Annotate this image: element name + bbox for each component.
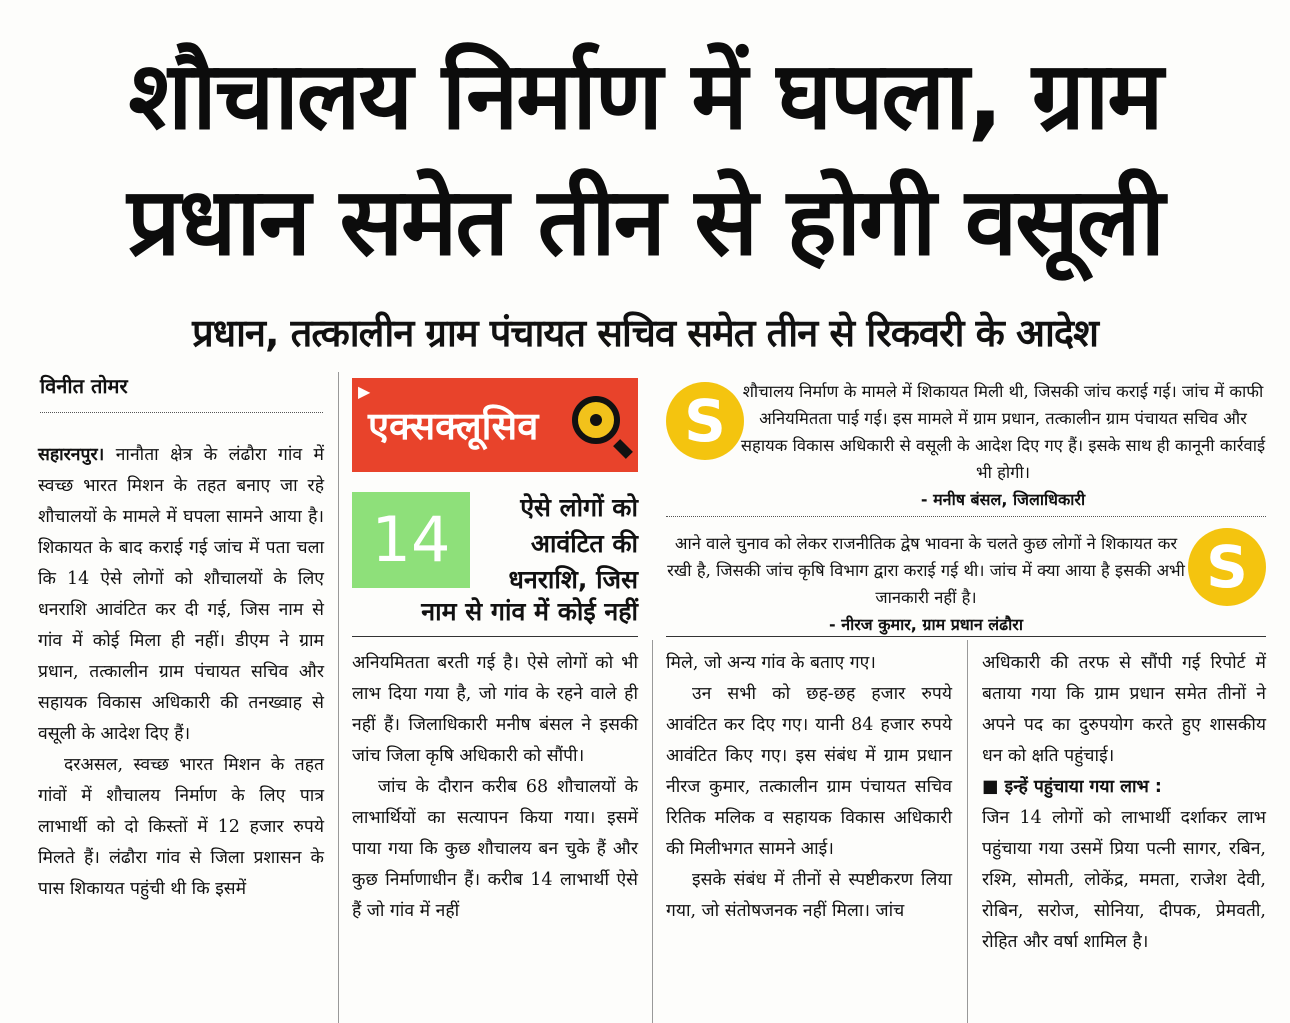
paragraph: जांच के दौरान करीब 68 शौचालयों के लाभार्थियों का सत्यापन किया गया। इसमें पाया गया कि कुछ शौचालय बन चुके हैं और कुछ निर्माणाधीन हैं। करीब 14 लाभार्थी ऐसे हैं जो गांव में नहीं	[352, 777, 638, 921]
exclusive-label: एक्सक्लूसिव	[368, 404, 539, 448]
paragraph: दरअसल, स्वच्छ भारत मिशन के तहत गांवों में शौचालय निर्माण के लिए पात्र लाभार्थी को दो किस्तों में 12 हजार रुपये मिलते हैं। लंढौरा गांव से जिला प्रशासन के पास शिकायत पहुंची थी कि इसमें	[38, 755, 324, 899]
paragraph: उन सभी को छह-छह हजार रुपये आवंटित कर दिए गए। यानी 84 हजार रुपये आवंटित किए गए। इस संबंध में ग्राम प्रधान नीरज कुमार, तत्कालीन ग्राम पंचायत सचिव रितिक मलिक व सहायक विकास अधिकारी की मिलीभगत सामने आई।	[666, 684, 952, 859]
section-divider	[666, 636, 1266, 637]
quote-author: - नीरज कुमार, ग्राम प्रधान लंढौरा	[829, 615, 1023, 634]
paragraph: मिले, जो अन्य गांव के बताए गए।	[666, 653, 876, 673]
quote-box	[666, 530, 1186, 638]
article-column-2	[352, 648, 638, 927]
headline-line-1: शौचालय निर्माण में घपला, ग्राम	[128, 42, 1162, 151]
byline: विनीत तोमर	[40, 374, 128, 398]
paragraph: अनियमितता बरती गई है। ऐसे लोगों को भी लाभ दिया गया है, जो गांव के रहने वाले ही नहीं हैं। जिलाधिकारी मनीष बंसल ने इसकी जांच जिला कृषि अधिकारी को सौंपी।	[352, 653, 638, 766]
dateline: सहारनपुर।	[38, 445, 105, 465]
article-column-1	[38, 440, 324, 905]
byline-divider	[40, 412, 323, 413]
quote-text: आने वाले चुनाव को लेकर राजनीतिक द्वेष भावना के चलते कुछ लोगों ने शिकायत कर रखी है, जिसकी जांच कृषि विभाग द्वारा कराई गई थी। जांच में क्या आया है इसकी अभी जानकारी नहीं है।	[667, 534, 1185, 607]
exclusive-banner	[352, 378, 638, 472]
magnifier-icon	[572, 396, 620, 444]
paragraph: इसके संबंध में तीनों से स्पष्टीकरण लिया गया, जो संतोषजनक नहीं मिला। जांच	[666, 870, 952, 921]
play-icon: ▶	[358, 382, 371, 401]
highlight-text-2: नाम से गांव में कोई नहीं	[421, 597, 638, 626]
article-column-3	[666, 648, 952, 927]
section-subhead: ■ इन्हें पहुंचाया गया लाभ :	[982, 777, 1162, 797]
highlight-text: ऐसे लोगों को आवंटित की धनराशि, जिस	[508, 493, 638, 594]
paragraph: जिन 14 लोगों को लाभार्थी दर्शाकर लाभ पहुंचाया गया उसमें प्रिया पत्नी सागर, रबिन, रश्मि, सोमती, लोकेंद्र, ममता, राजेश देवी, रोबिन, सरोज, सोनिया, दीपक, प्रेमवती, रोहित और वर्षा शामिल है।	[982, 808, 1266, 952]
article-column-4	[982, 648, 1266, 958]
headline-line-2: प्रधान समेत तीन से होगी वसूली	[127, 168, 1163, 277]
highlight-number: 14	[352, 492, 470, 588]
newspaper-logo-icon: S	[666, 382, 744, 460]
section-divider	[352, 636, 638, 637]
paragraph: अधिकारी की तरफ से सौंपी गई रिपोर्ट में बताया गया कि ग्राम प्रधान समेत तीनों ने अपने पद का दुरुपयोग करते हुए शासकीय धन को क्षति पहुंचाई।	[982, 653, 1266, 766]
paragraph: नानौता क्षेत्र के लंढौरा गांव में स्वच्छ भारत मिशन के तहत बनाए जा रहे शौचालयों के मामले में घपला सामने आया है। शिकायत के बाद कराई गई जांच में पता चला कि 14 ऐसे लोगों को शौचालयों के लिए धनराशि आवंटित कर दी गई, जिस नाम से गांव में कोई मिला ही नहीं। डीएम ने ग्राम प्रधान, तत्कालीन ग्राम पंचायत सचिव और सहायक विकास अधिकारी की तनख्वाह से वसूली के आदेश दिए हैं।	[38, 445, 324, 744]
quote-author: - मनीष बंसल, जिलाधिकारी	[920, 490, 1086, 509]
subheadline: प्रधान, तत्कालीन ग्राम पंचायत सचिव समेत तीन से रिकवरी के आदेश	[192, 311, 1098, 355]
magnifier-handle-icon	[613, 439, 633, 459]
column-divider	[967, 640, 968, 1023]
newspaper-logo-icon: S	[1188, 528, 1266, 606]
quote-divider	[666, 516, 1266, 517]
quote-text: शौचालय निर्माण के मामले में शिकायत मिली थी, जिसकी जांच कराई गई। जांच में काफी अनियमितता पाई गई। इस मामले में ग्राम प्रधान, तत्कालीन ग्राम पंचायत सचिव और सहायक विकास अधिकारी से वसूली के आदेश दिए गए हैं। इसके साथ ही कानूनी कार्रवाई भी होगी।	[740, 382, 1266, 482]
column-divider	[652, 640, 653, 1023]
quote-box	[738, 378, 1268, 513]
column-divider	[338, 372, 339, 1023]
